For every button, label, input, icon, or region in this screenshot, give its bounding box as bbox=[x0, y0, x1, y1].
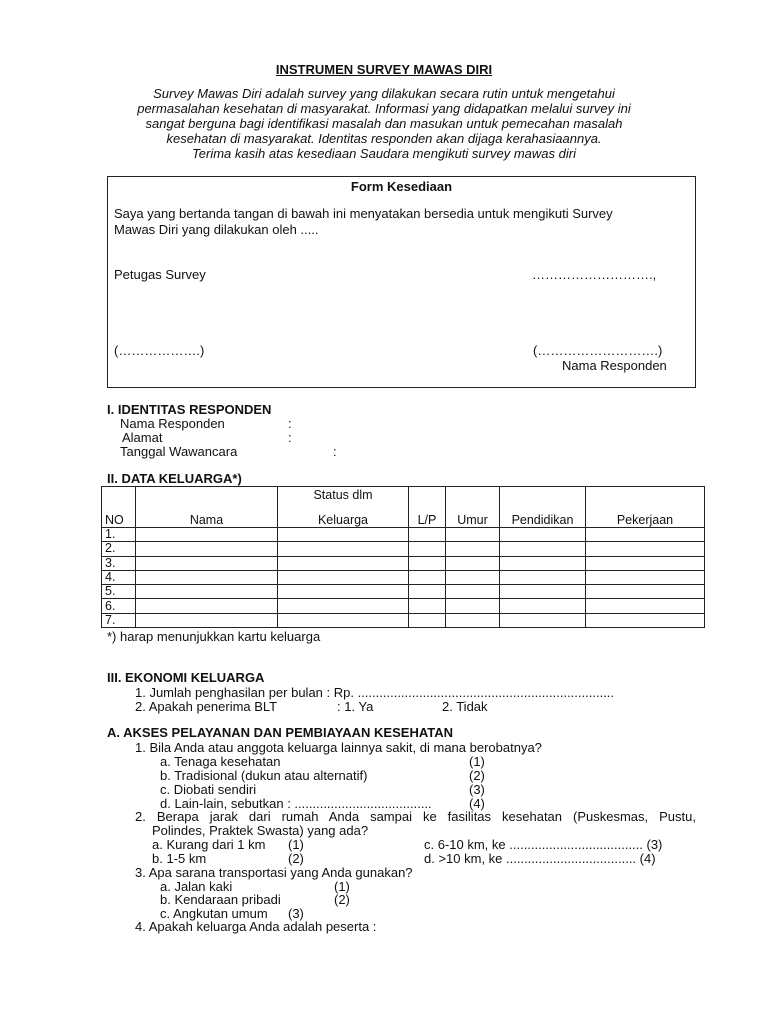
cell-pendidikan[interactable] bbox=[500, 613, 586, 627]
option-code: (1) bbox=[469, 754, 485, 769]
jarak-option[interactable]: c. 6-10 km, ke ..................................... (3) bbox=[424, 837, 663, 852]
table-row bbox=[102, 585, 705, 599]
cell-pendidikan[interactable] bbox=[500, 556, 586, 570]
cell-umur[interactable] bbox=[446, 585, 500, 599]
col-no: NO bbox=[102, 487, 136, 528]
colon: : bbox=[288, 416, 292, 431]
penghasilan-question: 1. Jumlah penghasilan per bulan : Rp. ....................................................................... bbox=[135, 685, 615, 700]
identitas-heading: I. IDENTITAS RESPONDEN bbox=[107, 402, 272, 417]
col-status bbox=[278, 487, 409, 528]
cell-pekerjaan[interactable] bbox=[586, 613, 705, 627]
blt-option-ya[interactable]: : 1. Ya bbox=[337, 699, 374, 714]
cell-umur[interactable] bbox=[446, 599, 500, 613]
intro-paragraph bbox=[0, 86, 768, 161]
table-row bbox=[102, 613, 705, 627]
cell-nama[interactable] bbox=[136, 542, 278, 556]
row-number: 5. bbox=[102, 585, 136, 599]
berobat-option[interactable]: d. Lain-lain, sebutkan : ...................................... bbox=[160, 796, 432, 811]
consent-form-title: Form Kesediaan bbox=[350, 179, 453, 194]
consent-text-line: Mawas Diri yang dilakukan oleh ..... bbox=[114, 222, 319, 237]
berobat-option[interactable]: a. Tenaga kesehatan bbox=[160, 754, 281, 769]
cell-lp[interactable] bbox=[409, 570, 446, 584]
blt-question: 2. Apakah penerima BLT bbox=[135, 699, 278, 714]
intro-line: permasalahan kesehatan di masyarakat. Informasi yang didapatkan melalui survey ini bbox=[137, 101, 631, 116]
cell-status[interactable] bbox=[278, 599, 409, 613]
table-row bbox=[102, 599, 705, 613]
transportasi-option[interactable]: b. Kendaraan pribadi bbox=[160, 892, 281, 907]
option-code: (3) bbox=[469, 782, 485, 797]
jarak-option[interactable]: a. Kurang dari 1 km bbox=[152, 837, 266, 852]
table-row bbox=[102, 556, 705, 570]
responden-signature-field[interactable]: (……………………….) bbox=[533, 343, 663, 358]
cell-umur[interactable] bbox=[446, 613, 500, 627]
akses-heading: A. AKSES PELAYANAN DAN PEMBIAYAAN KESEHATAN bbox=[107, 725, 454, 740]
cell-pendidikan[interactable] bbox=[500, 585, 586, 599]
page-title: INSTRUMEN SURVEY MAWAS DIRI bbox=[275, 62, 493, 77]
intro-line: sangat berguna bagi identifikasi masalah dan masukan untuk pemecahan masalah bbox=[145, 116, 623, 131]
transportasi-option[interactable]: c. Angkutan umum bbox=[160, 906, 268, 921]
berobat-question: 1. Bila Anda atau anggota keluarga lainnya sakit, di mana berobatnya? bbox=[135, 740, 542, 755]
cell-pekerjaan[interactable] bbox=[586, 542, 705, 556]
cell-status[interactable] bbox=[278, 613, 409, 627]
cell-lp[interactable] bbox=[409, 542, 446, 556]
cell-status[interactable] bbox=[278, 542, 409, 556]
consent-form-box bbox=[107, 176, 696, 388]
jarak-question-line1: 2. Berapa jarak dari rumah Anda sampai ke fasilitas kesehatan (Puskesmas, Pustu, bbox=[135, 809, 696, 824]
cell-lp[interactable] bbox=[409, 613, 446, 627]
col-umur: Umur bbox=[446, 487, 500, 528]
row-number: 6. bbox=[102, 599, 136, 613]
cell-nama[interactable] bbox=[136, 613, 278, 627]
cell-nama[interactable] bbox=[136, 556, 278, 570]
cell-lp[interactable] bbox=[409, 556, 446, 570]
petugas-survey-label: Petugas Survey bbox=[114, 267, 206, 282]
col-status-line2: Keluarga bbox=[317, 513, 369, 527]
cell-pendidikan[interactable] bbox=[500, 542, 586, 556]
table-row bbox=[102, 542, 705, 556]
berobat-option[interactable]: c. Diobati sendiri bbox=[160, 782, 257, 797]
jarak-option[interactable]: d. >10 km, ke .................................... (4) bbox=[424, 851, 656, 866]
cell-pendidikan[interactable] bbox=[500, 570, 586, 584]
option-code: (2) bbox=[288, 851, 304, 866]
col-nama: Nama bbox=[136, 487, 278, 528]
col-pekerjaan: Pekerjaan bbox=[586, 487, 705, 528]
transportasi-option[interactable]: a. Jalan kaki bbox=[160, 879, 233, 894]
table-row bbox=[102, 528, 705, 542]
col-pendidikan: Pendidikan bbox=[500, 487, 586, 528]
option-code: (4) bbox=[469, 796, 485, 811]
row-number: 4. bbox=[102, 570, 136, 584]
tanggal-wawancara-label: Tanggal Wawancara bbox=[120, 444, 238, 459]
col-lp: L/P bbox=[409, 487, 446, 528]
row-number: 1. bbox=[102, 528, 136, 542]
ekonomi-heading: III. EKONOMI KELUARGA bbox=[107, 670, 265, 685]
option-code: (1) bbox=[334, 879, 350, 894]
cell-status[interactable] bbox=[278, 570, 409, 584]
colon: : bbox=[333, 444, 337, 459]
cell-pekerjaan[interactable] bbox=[586, 585, 705, 599]
blt-option-tidak[interactable]: 2. Tidak bbox=[442, 699, 488, 714]
cell-nama[interactable] bbox=[136, 570, 278, 584]
cell-nama[interactable] bbox=[136, 585, 278, 599]
cell-pekerjaan[interactable] bbox=[586, 599, 705, 613]
cell-umur[interactable] bbox=[446, 556, 500, 570]
cell-umur[interactable] bbox=[446, 570, 500, 584]
jarak-option[interactable]: b. 1-5 km bbox=[152, 851, 207, 866]
cell-pendidikan[interactable] bbox=[500, 599, 586, 613]
cell-nama[interactable] bbox=[136, 599, 278, 613]
peserta-question: 4. Apakah keluarga Anda adalah peserta : bbox=[135, 919, 377, 934]
cell-status[interactable] bbox=[278, 528, 409, 542]
table-footnote: *) harap menunjukkan kartu keluarga bbox=[107, 629, 321, 644]
cell-pendidikan[interactable] bbox=[500, 528, 586, 542]
date-place-field[interactable]: ………………………., bbox=[532, 267, 657, 282]
cell-status[interactable] bbox=[278, 585, 409, 599]
table-header-row bbox=[102, 487, 705, 528]
cell-umur[interactable] bbox=[446, 542, 500, 556]
row-number: 3. bbox=[102, 556, 136, 570]
colon: : bbox=[288, 430, 292, 445]
table-row bbox=[102, 570, 705, 584]
alamat-label: Alamat bbox=[122, 430, 163, 445]
intro-line: kesehatan di masyarakat. Identitas responden akan dijaga kerahasiaannya. bbox=[166, 131, 602, 146]
petugas-signature-field[interactable]: (……………….) bbox=[114, 343, 205, 358]
cell-pekerjaan[interactable] bbox=[586, 570, 705, 584]
consent-text-line: Saya yang bertanda tangan di bawah ini menyatakan bersedia untuk mengikuti Survey bbox=[114, 206, 613, 221]
family-data-table bbox=[101, 486, 705, 628]
consent-form-text bbox=[114, 206, 613, 238]
option-code: (2) bbox=[334, 892, 350, 907]
cell-pekerjaan[interactable] bbox=[586, 528, 705, 542]
row-number: 2. bbox=[102, 542, 136, 556]
row-number: 7. bbox=[102, 613, 136, 627]
intro-line: Survey Mawas Diri adalah survey yang dilakukan secara rutin untuk mengetahui bbox=[153, 86, 615, 101]
berobat-option[interactable]: b. Tradisional (dukun atau alternatif) bbox=[160, 768, 368, 783]
cell-pekerjaan[interactable] bbox=[586, 556, 705, 570]
transportasi-question: 3. Apa sarana transportasi yang Anda gunakan? bbox=[135, 865, 413, 880]
nama-responden-caption: Nama Responden bbox=[562, 358, 667, 373]
cell-lp[interactable] bbox=[409, 599, 446, 613]
jarak-question-line2: Polindes, Praktek Swasta) yang ada? bbox=[152, 823, 369, 838]
cell-status[interactable] bbox=[278, 556, 409, 570]
cell-lp[interactable] bbox=[409, 528, 446, 542]
option-code: (2) bbox=[469, 768, 485, 783]
nama-responden-label: Nama Responden bbox=[120, 416, 225, 431]
cell-lp[interactable] bbox=[409, 585, 446, 599]
cell-umur[interactable] bbox=[446, 528, 500, 542]
data-keluarga-heading: II. DATA KELUARGA*) bbox=[107, 471, 242, 486]
cell-nama[interactable] bbox=[136, 528, 278, 542]
option-code: (3) bbox=[288, 906, 304, 921]
option-code: (1) bbox=[288, 837, 304, 852]
col-status-line1: Status dlm bbox=[313, 488, 373, 502]
intro-line: Terima kasih atas kesediaan Saudara mengikuti survey mawas diri bbox=[192, 146, 576, 161]
